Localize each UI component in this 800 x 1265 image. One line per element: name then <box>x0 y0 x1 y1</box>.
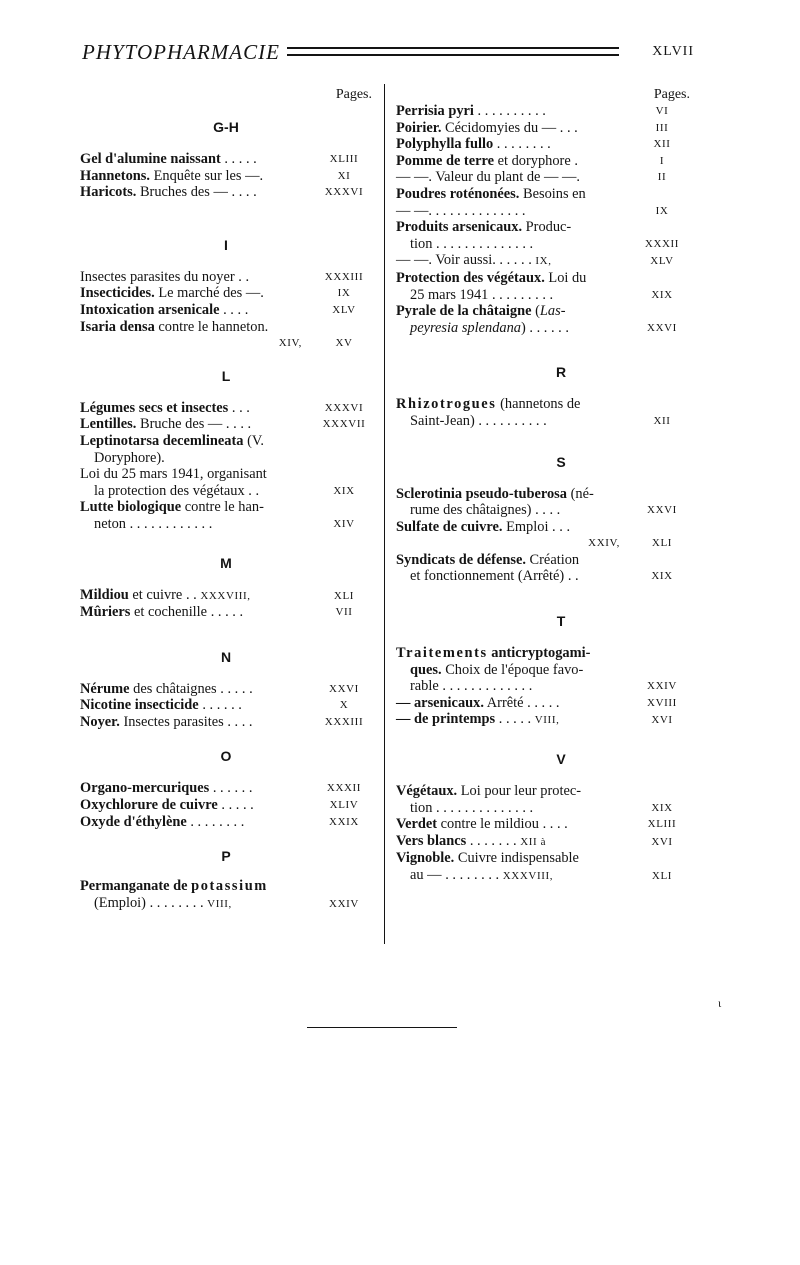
page-ref: XV <box>335 337 353 350</box>
page-ref: XIV <box>333 517 355 530</box>
index-column-right <box>396 86 690 885</box>
index-entry: Pomme de terre et doryphore . I <box>396 153 690 170</box>
index-entry: Verdet contre le mildiou . . . . XLIII <box>396 816 690 833</box>
page-ref: XXXVI <box>324 401 364 414</box>
index-entry-continuation: tion . . . . . . . . . . . . . . XIX <box>396 800 690 817</box>
section-letter-o: O <box>220 748 232 765</box>
column-divider <box>384 84 385 944</box>
index-entry: Végétaux. Loi pour leur protec- <box>396 783 582 800</box>
index-entry: Noyer. Insectes parasites . . . . XXXIII <box>80 714 372 731</box>
index-entry: Intoxication arsenicale . . . . XLV <box>80 302 372 319</box>
page-ref: XXIX <box>329 815 359 828</box>
index-entry: Poirier. Cécidomyies du — . . . III <box>396 120 690 137</box>
index-entry: Leptinotarsa decemlineata (V. <box>80 432 264 449</box>
index-entry-continuation: (Emploi) . . . . . . . . VIII, XXIV <box>80 895 372 913</box>
index-entry-continuation: XXIV, XLI <box>396 535 690 552</box>
page-ref: XXVI <box>647 504 677 517</box>
page-ref: VI <box>655 105 669 117</box>
page-ref: XXXIII <box>324 715 364 728</box>
pages-header: Pages. <box>335 87 372 102</box>
index-entry: Produits arsenicaux. Produc- <box>396 219 572 236</box>
index-entry: Légumes secs et insectes . . . XXXVI <box>80 400 372 417</box>
index-entry: Gel d'alumine naissant . . . . . XLIII <box>80 151 372 168</box>
index-entry: Oxychlorure de cuivre . . . . . XLIV <box>80 797 372 814</box>
index-column-left <box>80 86 372 912</box>
index-entry: Sulfate de cuivre. Emploi . . . <box>396 518 571 535</box>
index-entry: Polyphylla fullo . . . . . . . . XII <box>396 136 690 153</box>
index-entry: Organo-mercuriques . . . . . . XXXII <box>80 780 372 797</box>
index-entry-continuation: 25 mars 1941 . . . . . . . . . XIX <box>396 287 690 304</box>
page-ref: XXIV <box>329 897 359 910</box>
footer-rule <box>307 1027 457 1028</box>
index-entry: Poudres roténonées. Besoins en <box>396 185 586 202</box>
index-entry-continuation: peyresia splendana) . . . . . . XXVI <box>396 320 690 337</box>
index-entry: Nérume des châtaignes . . . . . XXVI <box>80 681 372 698</box>
page-ref: XLV <box>332 303 356 316</box>
page-ref: VII <box>335 606 353 619</box>
page-ref: XIX <box>333 484 355 497</box>
page-ref: XVIII <box>647 696 677 709</box>
index-entry: Loi du 25 mars 1941, organisant <box>80 466 267 483</box>
page-ref: XIX <box>651 288 673 301</box>
page-folio: XLVII <box>652 44 694 59</box>
index-entry: Traitements anticryptogami- <box>396 645 591 662</box>
index-entry-continuation: neton . . . . . . . . . . . . XIV <box>80 516 372 533</box>
page-ref: II <box>657 171 667 184</box>
section-letter-t: T <box>556 613 566 630</box>
section-letter-m: M <box>220 554 232 571</box>
running-title: PHYTOPHARMACIE <box>82 40 280 64</box>
index-entry: Oxyde d'éthylène . . . . . . . . XXIX <box>80 814 372 831</box>
index-entry: Vignoble. Cuivre indispensable <box>396 850 579 867</box>
page-ref: XLIII <box>329 153 359 165</box>
section-letter-n: N <box>220 648 232 665</box>
index-entry: — de printemps . . . . . VIII, XVI <box>396 711 690 729</box>
index-entry-continuation: au — . . . . . . . . XXXVIII, XLI <box>396 867 690 885</box>
index-entry: Rhizotrogues (hannetons de <box>396 396 581 413</box>
page-ref: XXXII <box>644 237 680 250</box>
page-ref: XVI <box>651 714 673 727</box>
index-entry-continuation: rume des châtaignes) . . . . XXVI <box>396 502 690 519</box>
header-double-rule <box>287 47 619 56</box>
index-entry: Protection des végétaux. Loi du <box>396 269 587 286</box>
index-entry: Permanganate de potassium <box>80 878 268 895</box>
index-entry: Isaria densa contre le hanneton. <box>80 318 269 335</box>
index-entry: Vers blancs . . . . . . . XII à XVI <box>396 833 690 851</box>
index-entry-continuation: XIV, XV <box>80 335 372 352</box>
index-entry-continuation: — —. . . . . . . . . . . . . . IX <box>396 203 690 220</box>
index-entry: Pyrale de la châtaigne (Las- <box>396 303 566 320</box>
page-ref: XLIII <box>647 818 677 831</box>
index-entry-continuation: rable . . . . . . . . . . . . . XXIV <box>396 678 690 695</box>
index-entry: Mûriers et cochenille . . . . . VII <box>80 604 372 621</box>
page-ref: XI <box>337 169 351 182</box>
index-entry: Insectes parasites du noyer . . XXXIII <box>80 269 372 286</box>
page-ref: XXXVI <box>324 186 364 199</box>
index-entry-continuation: Doryphore). <box>94 449 165 466</box>
page-ref: XXVI <box>329 682 359 695</box>
section-letter-l: L <box>221 367 231 384</box>
page-ref: XXVI <box>647 321 677 334</box>
page-header <box>82 40 694 70</box>
index-entry: Perrisia pyri . . . . . . . . . . VI <box>396 103 690 120</box>
index-entry: — arsenicaux. Arrêté . . . . . XVIII <box>396 695 690 712</box>
index-entry-continuation: Saint-Jean) . . . . . . . . . . XII <box>396 413 690 430</box>
index-entry: Lentilles. Bruche des — . . . . XXXVII <box>80 416 372 433</box>
section-letter-i: I <box>224 236 228 253</box>
page-ref: XXXVII <box>322 418 366 431</box>
page-ref: XLI <box>651 537 673 550</box>
page-ref: XLI <box>333 589 355 602</box>
pages-header: Pages. <box>653 87 690 102</box>
page-ref: XLV <box>650 255 674 268</box>
page-ref: XIX <box>651 570 673 583</box>
page-ref: IX <box>337 287 351 300</box>
page-ref: I <box>659 154 665 167</box>
section-letter-s: S <box>556 453 566 470</box>
page-ref: XVI <box>651 835 673 848</box>
index-entry: Hannetons. Enquête sur les —. XI <box>80 168 372 185</box>
section-letter-v: V <box>556 751 566 768</box>
page-ref: XLIV <box>329 799 359 812</box>
page-ref: XLI <box>651 870 673 882</box>
page-ref: III <box>655 121 669 134</box>
index-entry-continuation: tion . . . . . . . . . . . . . . XXXII <box>396 236 690 253</box>
print-speck: ɩ <box>718 996 722 1010</box>
page-ref: XXXII <box>326 782 362 795</box>
index-entry: — —. Valeur du plant de — —. II <box>396 169 690 186</box>
page-ref: XIX <box>651 801 673 814</box>
index-entry: — —. Voir aussi. . . . . . IX, XLV <box>396 252 690 270</box>
index-entry: Nicotine insecticide . . . . . . X <box>80 697 372 714</box>
index-entry-continuation: la protection des végétaux . . XIX <box>80 483 372 500</box>
index-entry: Haricots. Bruches des — . . . . XXXVI <box>80 184 372 201</box>
index-entry-continuation: et fonctionnement (Arrêté) . . XIX <box>396 568 690 585</box>
index-entry: Lutte biologique contre le han- <box>80 499 264 516</box>
page-ref: XII <box>653 138 671 151</box>
index-entry: Sclerotinia pseudo-tuberosa (né- <box>396 485 594 502</box>
page-ref: X <box>339 699 349 712</box>
section-letter-p: P <box>221 848 231 865</box>
section-letter-gh: G-H <box>213 119 239 135</box>
page-ref: XII <box>653 414 671 427</box>
index-entry: Mildiou et cuivre . . XXXVIII, XLI <box>80 587 372 605</box>
page-ref: XXXIII <box>324 270 364 283</box>
index-entry-continuation: ques. Choix de l'époque favo- <box>410 661 584 678</box>
index-entry: Insecticides. Le marché des —. IX <box>80 285 372 302</box>
page-ref: XXIV <box>647 680 677 693</box>
section-letter-r: R <box>555 364 567 381</box>
index-entry: Syndicats de défense. Création <box>396 551 580 568</box>
page-ref: IX <box>655 204 669 217</box>
